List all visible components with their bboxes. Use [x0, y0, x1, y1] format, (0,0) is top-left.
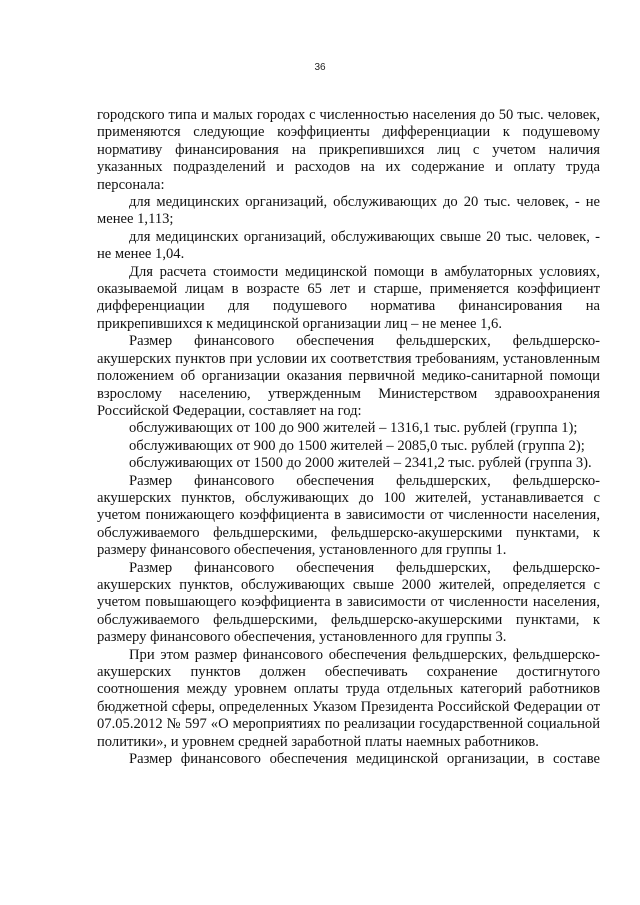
document-body [97, 107, 600, 768]
paragraph-under-100-residents: Размер финансового обеспечения фельдшерских, фельдшерско-акушерских пунктов, обслуживающих до 100 жителей, устанавливается с учетом понижающего коэффициента в зависимости от численности населения, обслуживаемого фельдшерскими, фельдшерско-акушерскими пунктами, к размеру финансового обеспечения, установленного для группы 1. [97, 472, 600, 559]
list-item-group-2: обслуживающих от 900 до 1500 жителей – 2085,0 тыс. рублей (группа 2); [129, 437, 585, 454]
paragraph-age-65-coefficient: Для расчета стоимости медицинской помощи в амбулаторных условиях, оказываемой лицам в возрасте 65 лет и старше, применяется коэффициент дифференциации для подушевого норматива финансирования на прикрепившихся к медицинской организации лиц – не менее 1,6. [97, 263, 600, 332]
list-item-group-3: обслуживающих от 1500 до 2000 жителей – 2341,2 тыс. рублей (группа 3). [129, 455, 592, 472]
paragraph-coefficient-up-to-20k: для медицинских организаций, обслуживающих до 20 тыс. человек, - не менее 1,113; [97, 194, 600, 228]
paragraph-organization-financing: Размер финансового обеспечения медицинской организации, в составе [129, 751, 600, 768]
paragraph-coefficient-over-20k: для медицинских организаций, обслуживающих свыше 20 тыс. человек, - не менее 1,04. [97, 228, 600, 263]
page-number: 36 [314, 62, 326, 73]
paragraph-over-2000-residents: Размер финансового обеспечения фельдшерских, фельдшерско-акушерских пунктов, обслуживающих свыше 2000 жителей, определяется с учетом повышающего коэффициента в зависимости от численности населения, обслуживаемого фельдшерскими, фельдшерско-акушерскими пунктами, к размеру финансового обеспечения, установленного для группы 3. [97, 559, 600, 646]
paragraph-fap-financing: Размер финансового обеспечения фельдшерских, фельдшерско-акушерских пунктов при условии их соответствия требованиям, установленным положением об организации оказания первичной медико-санитарной помощи взрослому населению, утвержденным Министерством здравоохранения Российской Федерации, составляет на год: [97, 333, 600, 419]
list-item-group-1: обслуживающих от 100 до 900 жителей – 1316,1 тыс. рублей (группа 1); [129, 420, 578, 437]
paragraph-wage-ratio: При этом размер финансового обеспечения фельдшерских, фельдшерско-акушерских пунктов должен обеспечивать сохранение достигнутого соотношения между уровнем оплаты труда отдельных категорий работников бюджетной сферы, определенных Указом Президента Российской Федерации от 07.05.2012 № 597 «О мероприятиях по реализации государственной социальной политики», и уровнем средней заработной платы наемных работников. [97, 646, 600, 750]
paragraph-continuation: городского типа и малых городах с численностью населения до 50 тыс. человек, применяются следующие коэффициенты дифференциации к подушевому нормативу финансирования на прикрепившихся лиц с учетом наличия указанных подразделений и расходов на их содержание и оплату труда персонала: [97, 107, 600, 193]
